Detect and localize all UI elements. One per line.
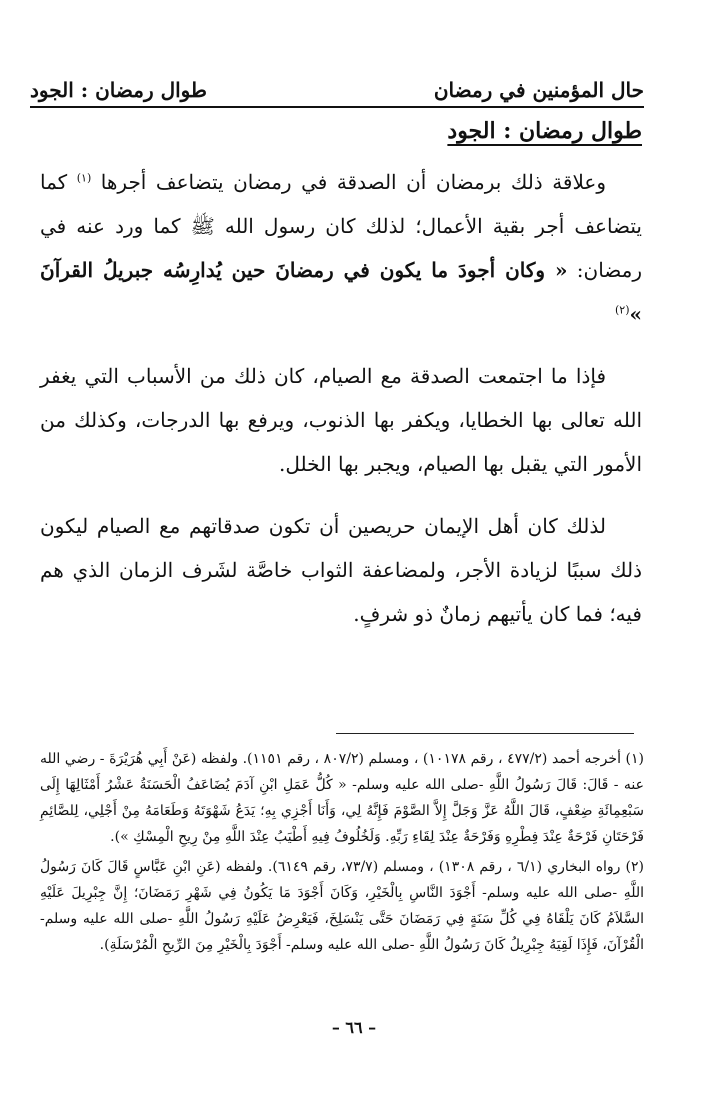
paragraph-1	[40, 160, 642, 336]
footnote-2: (٢) رواه البخاري (٦/١ ، رقم ١٣٠٨) ، ومسلم (٧٣/٧، رقم ٦١٤٩). ولفظه (عَنِ ابْنِ عَبَّاسٍ قَالَ كَانَ رَسُولُ اللَّهِ -صلى الله عليه وسلم- أَجْوَدَ النَّاسِ بِالْخَيْرِ، وَكَانَ أَجْوَدَ مَا يَكُونُ فِي شَهْرِ رَمَضَانَ؛ إِنَّ جِبْرِيلَ عَلَيْهِ السَّلاَمُ كَانَ يَلْقَاهُ فِي كُلِّ سَنَةٍ فِي رَمَضَانَ حَتَّى يَنْسَلِخَ، فَيَعْرِضُ عَلَيْهِ رَسُولُ اللَّهِ -صلى الله عليه وسلم- الْقُرْآنَ، فَإِذَا لَقِيَهُ جِبْرِيلُ كَانَ رَسُولُ اللَّهِ -صلى الله عليه وسلم- أَجْوَدَ بِالْخَيْرِ مِنَ الرِّيحِ الْمُرْسَلَةِ).	[40, 859, 645, 953]
footnote-ref-1[interactable]: (١)	[76, 171, 92, 185]
hadith-quote: « وكان أجودَ ما يكون في رمضانَ حين يُدارِسُه جبريلُ القرآنَ »	[40, 258, 642, 326]
header-book-title: حال المؤمنين في رمضان	[433, 78, 644, 102]
paragraph-1-text: وعلاقة ذلك برمضان أن الصدقة في رمضان يتضاعف أجرها	[100, 170, 607, 194]
section-heading: طوال رمضان : الجود	[447, 118, 642, 144]
footnote-1: (١) أخرجه أحمد (٤٧٧/٢ ، رقم ١٠١٧٨) ، ومسلم (٨٠٧/٢ ، رقم ١١٥١). ولفظه (عَنْ أَبِي هُرَيْرَةَ - رضي الله عنه - قَالَ: قَالَ رَسُولُ اللَّهِ -صلى الله عليه وسلم- « كُلُّ عَمَلِ ابْنِ آدَمَ يُضَاعَفُ الْحَسَنَةُ عَشْرُ أَمْثَالِهَا إِلَى سَبْعِمِائَةِ ضِعْفٍ، قَالَ اللَّهُ عَزَّ وَجَلَّ إِلاَّ الصَّوْمَ فَإِنَّهُ لِي، وَأَنَا أَجْزِي بِهِ؛ يَدَعُ شَهْوَتَهُ وَطَعَامَهُ مِنْ أَجْلِي، لِلصَّائِمِ فَرْحَتَانِ فَرْحَةٌ عِنْدَ فِطْرِهِ وَفَرْحَةٌ عِنْدَ لِقَاءِ رَبِّهِ. وَلَخُلُوفُ فِيهِ أَطْيَبُ عِنْدَ اللَّهِ مِنْ رِيحِ الْمِسْكِ »).	[40, 751, 645, 845]
page-number: – ٦٦ –	[331, 1018, 377, 1037]
running-header	[30, 74, 644, 102]
footnotes	[40, 746, 644, 962]
header-divider	[30, 106, 644, 108]
paragraph-3: لذلك كان أهل الإيمان حريصين أن تكون صدقاتهم مع الصيام ليكون ذلك سببًا لزيادة الأجر، ولمضاعفة الثواب خاصَّة لشَرف الزمان الذي هم فيه؛ فما كان يأتيهم زمانٌ ذو شرفٍ.	[40, 514, 642, 626]
header-section-title: طوال رمضان : الجود	[30, 78, 207, 102]
footnote-ref-2[interactable]: (٢)	[614, 303, 630, 317]
paragraph-2: فإذا ما اجتمعت الصدقة مع الصيام، كان ذلك من الأسباب التي يغفر الله تعالى بها الخطايا، ويكفر بها الذنوب، ويرفع بها الدرجات، وكذلك من الأمور التي يقبل بها الصيام، ويجبر بها الخلل.	[40, 364, 642, 476]
main-text	[40, 160, 642, 654]
footnote-divider	[336, 733, 634, 734]
paragraph-1-text-continued: كما يتضاعف أجر بقية الأعمال؛ لذلك كان رسول الله ﷺ كما ورد عنه في رمضان:	[40, 170, 642, 282]
